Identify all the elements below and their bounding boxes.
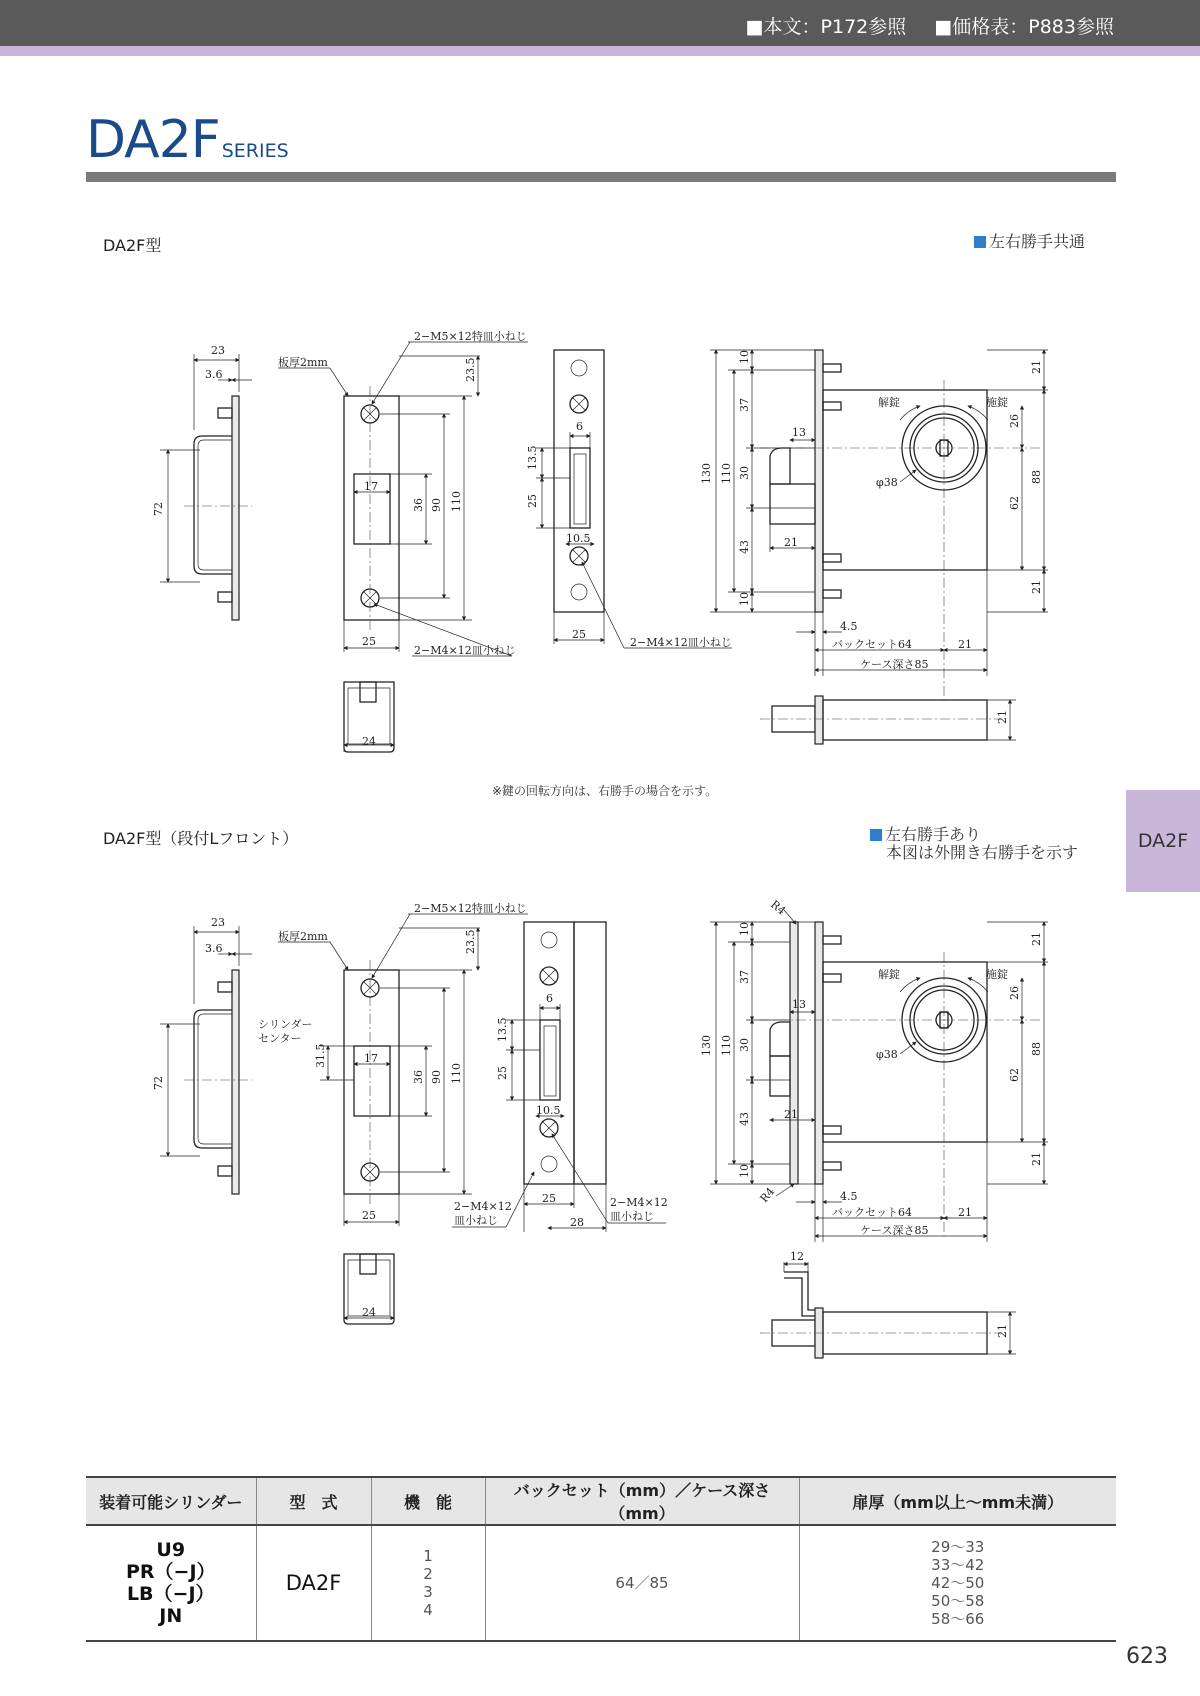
dim-label: 10.5 bbox=[536, 1104, 561, 1117]
dim-label: 110 bbox=[450, 1063, 463, 1084]
case-depth-label: ケース深さ85 bbox=[860, 658, 929, 671]
dim-label: 26 bbox=[1008, 414, 1021, 428]
thickness-item: 50～58 bbox=[931, 1592, 985, 1610]
cell-model: DA2F bbox=[256, 1525, 371, 1641]
cylinder-center-label: センター bbox=[258, 1032, 302, 1045]
function-item: 4 bbox=[423, 1601, 433, 1619]
cylinder-item: JN bbox=[159, 1605, 183, 1627]
series-suffix: SERIES bbox=[221, 140, 289, 162]
screw-label: 2−M4×12皿小ねじ bbox=[414, 644, 516, 657]
dim-label: 25 bbox=[496, 1066, 509, 1080]
dim-label: 88 bbox=[1030, 470, 1043, 484]
dim-label: 36 bbox=[412, 1070, 425, 1084]
dim-label: 21 bbox=[784, 1108, 798, 1121]
dim-label: 43 bbox=[738, 540, 751, 554]
dim-label: 10 bbox=[738, 922, 751, 936]
spec-table bbox=[86, 1476, 1116, 1642]
cylinder-item: U9 bbox=[156, 1539, 186, 1561]
dim-label: 17 bbox=[364, 480, 378, 493]
cylinder-center-label: シリンダー bbox=[258, 1018, 313, 1031]
lock-top-view-2 bbox=[760, 1250, 1016, 1358]
dim-label: 24 bbox=[362, 1306, 376, 1319]
lock-label: 施錠 bbox=[986, 968, 1008, 981]
dim-label: 30 bbox=[738, 466, 751, 480]
dim-label: 31.5 bbox=[314, 1043, 327, 1068]
dim-label: 130 bbox=[700, 1035, 713, 1056]
screw-label: 2−M5×12特皿小ねじ bbox=[414, 330, 527, 343]
dim-label: 36 bbox=[412, 498, 425, 512]
dim-label: φ38 bbox=[876, 1048, 898, 1061]
dim-label: 12 bbox=[790, 1250, 804, 1263]
screw-label: 2−M5×12特皿小ねじ bbox=[414, 902, 527, 915]
dim-label: 21 bbox=[958, 1206, 972, 1219]
dim-label: 6 bbox=[546, 992, 553, 1005]
header-door-thickness: 扉厚（mm以上～mm未満） bbox=[799, 1477, 1116, 1525]
series-name: DA2F bbox=[86, 110, 220, 170]
dim-label: 13.5 bbox=[496, 1017, 509, 1042]
screw-label: 2−M4×12 bbox=[454, 1200, 512, 1213]
cylinder-item: PR（−J） bbox=[125, 1561, 216, 1583]
body-ref[interactable]: ■本文：P172参照 bbox=[745, 16, 907, 38]
dim-label: 90 bbox=[430, 498, 443, 512]
case-depth-label: ケース深さ85 bbox=[860, 1224, 929, 1237]
dim-label: 72 bbox=[152, 502, 165, 516]
dim-label: 21 bbox=[784, 536, 798, 549]
dim-label: 3.6 bbox=[205, 942, 223, 955]
dim-label: 90 bbox=[430, 1070, 443, 1084]
radius-label: R4 bbox=[757, 1185, 778, 1206]
function-item: 1 bbox=[423, 1547, 433, 1565]
plate-label: 板厚2mm bbox=[278, 356, 328, 369]
dim-label: 23 bbox=[211, 344, 225, 357]
dim-label: 23.5 bbox=[464, 357, 477, 382]
cylinder-item: LB（−J） bbox=[126, 1583, 215, 1605]
plate-label: 板厚2mm bbox=[278, 930, 328, 943]
backset-label: バックセット64 bbox=[832, 1206, 912, 1219]
dim-label: 62 bbox=[1008, 1068, 1021, 1082]
strike-side-view-1 bbox=[152, 344, 252, 620]
dim-label: 21 bbox=[1030, 1152, 1043, 1166]
dim-label: 21 bbox=[996, 1324, 1009, 1338]
screw-label: 2−M4×12 bbox=[610, 1196, 668, 1209]
dim-label: 21 bbox=[958, 638, 972, 651]
dim-label: 23.5 bbox=[464, 929, 477, 954]
dim-label: 10.5 bbox=[566, 532, 591, 545]
dim-label: 110 bbox=[450, 491, 463, 512]
note-line-2: 本図は外開き右勝手を示す bbox=[886, 843, 1079, 862]
dim-label: 88 bbox=[1030, 1042, 1043, 1056]
price-ref[interactable]: ■価格表：P883参照 bbox=[934, 16, 1114, 38]
dim-label: 110 bbox=[720, 1035, 733, 1056]
dim-label: 43 bbox=[738, 1112, 751, 1126]
strike-bottom-view-1 bbox=[344, 682, 394, 752]
radius-label: R4 bbox=[768, 897, 789, 918]
function-item: 3 bbox=[423, 1583, 433, 1601]
header-model: 型 式 bbox=[256, 1477, 371, 1525]
lock-case-view-1 bbox=[700, 350, 1048, 700]
thickness-item: 33～42 bbox=[931, 1556, 985, 1574]
dim-label: 24 bbox=[362, 735, 376, 748]
thickness-item: 58～66 bbox=[931, 1610, 985, 1628]
function-item: 2 bbox=[423, 1565, 433, 1583]
dim-label: φ38 bbox=[876, 476, 898, 489]
cell-backset-case: 64／85 bbox=[485, 1525, 799, 1641]
lock-case-view-2 bbox=[700, 898, 1048, 1242]
backset-label: バックセット64 bbox=[832, 638, 912, 651]
screw-label: 皿小ねじ bbox=[610, 1210, 654, 1223]
header-cylinder: 装着可能シリンダー bbox=[86, 1477, 256, 1525]
strike-front-view-2 bbox=[278, 901, 534, 1227]
dim-label: 28 bbox=[570, 1216, 584, 1229]
page-number: 623 bbox=[1126, 1644, 1168, 1669]
lock-top-view-1 bbox=[760, 696, 1016, 744]
dim-label: 21 bbox=[996, 710, 1009, 724]
dim-label: 21 bbox=[1030, 360, 1043, 374]
dim-label: 10 bbox=[738, 350, 751, 364]
dim-label: 130 bbox=[700, 463, 713, 484]
section-label-1: DA2F型 bbox=[103, 236, 162, 255]
dim-label: 25 bbox=[526, 494, 539, 508]
lock-front-view-2 bbox=[496, 922, 668, 1232]
dim-label: 30 bbox=[738, 1038, 751, 1052]
strike-bottom-view-2 bbox=[344, 1254, 394, 1324]
unlock-label: 解錠 bbox=[878, 968, 900, 981]
dim-label: 17 bbox=[364, 1052, 378, 1065]
lock-label: 施錠 bbox=[986, 396, 1008, 409]
strike-front-view-1 bbox=[278, 329, 528, 657]
drawing-1 bbox=[152, 329, 1048, 752]
note-line: 左右勝手共通 bbox=[989, 232, 1086, 251]
dim-label: 10 bbox=[738, 592, 751, 606]
unlock-label: 解錠 bbox=[878, 396, 900, 409]
note-line: 左右勝手あり bbox=[885, 825, 982, 844]
dim-label: 10 bbox=[738, 1164, 751, 1178]
side-index-tab[interactable]: DA2F bbox=[1126, 790, 1200, 892]
cell-functions bbox=[371, 1525, 485, 1641]
dim-label: 13.5 bbox=[526, 445, 539, 470]
thickness-item: 29～33 bbox=[931, 1538, 985, 1556]
dim-label: 21 bbox=[1030, 580, 1043, 594]
dim-label: 4.5 bbox=[840, 1190, 858, 1203]
dim-label: 37 bbox=[738, 970, 751, 984]
lock-front-view-1 bbox=[526, 350, 732, 649]
cell-cylinders bbox=[86, 1525, 256, 1641]
dim-label: 37 bbox=[738, 398, 751, 412]
thickness-item: 42～50 bbox=[931, 1574, 985, 1592]
screw-label: 皿小ねじ bbox=[454, 1214, 498, 1227]
strike-side-view-2 bbox=[152, 916, 313, 1194]
dim-label: 23 bbox=[211, 916, 225, 929]
dim-label: 3.6 bbox=[205, 368, 223, 381]
dim-label: 25 bbox=[542, 1192, 556, 1205]
cell-door-thickness bbox=[799, 1525, 1116, 1641]
header-backset: バックセット（mm）／ケース深さ（mm） bbox=[485, 1477, 799, 1525]
dim-label: 13 bbox=[792, 998, 806, 1011]
screw-label: 2−M4×12皿小ねじ bbox=[630, 636, 732, 649]
drawing-2 bbox=[152, 898, 1048, 1358]
dim-label: 13 bbox=[792, 426, 806, 439]
section-label-2: DA2F型（段付Lフロント） bbox=[103, 829, 299, 848]
dim-label: 26 bbox=[1008, 986, 1021, 1000]
table-header-row bbox=[86, 1477, 1116, 1525]
dim-label: 25 bbox=[362, 1209, 376, 1222]
rotation-note: ※鍵の回転方向は、右勝手の場合を示す。 bbox=[492, 784, 718, 798]
dim-label: 72 bbox=[152, 1076, 165, 1090]
dim-label: 25 bbox=[362, 635, 376, 648]
table-row bbox=[86, 1525, 1116, 1641]
dim-label: 6 bbox=[576, 420, 583, 433]
dim-label: 25 bbox=[572, 628, 586, 641]
dim-label: 4.5 bbox=[840, 620, 858, 633]
dim-label: 21 bbox=[1030, 932, 1043, 946]
header-function: 機 能 bbox=[371, 1477, 485, 1525]
dim-label: 110 bbox=[720, 463, 733, 484]
dim-label: 62 bbox=[1008, 496, 1021, 510]
